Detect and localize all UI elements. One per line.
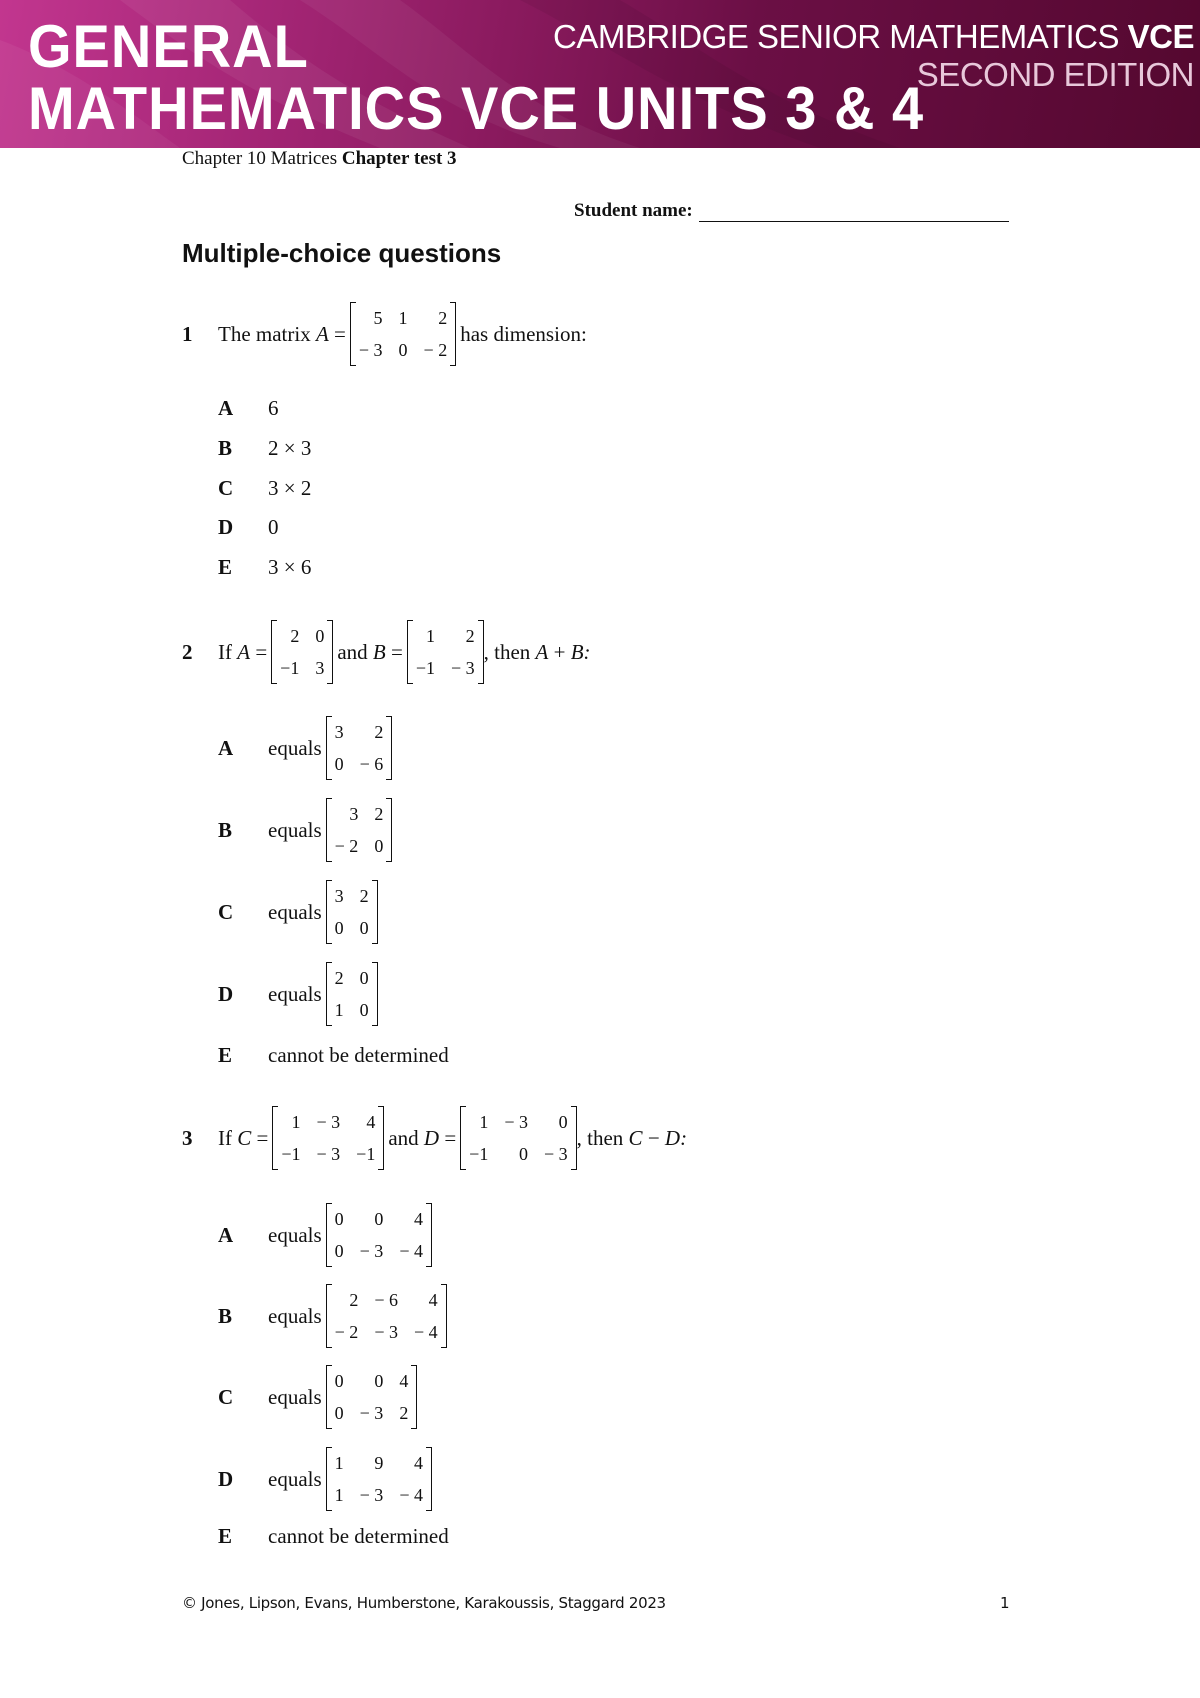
- question-2: [182, 620, 591, 684]
- question-number: 1: [182, 321, 193, 346]
- question-stem: The matrix A = 5 1 2 − 3 0 − 2 has dimension:: [218, 302, 587, 366]
- banner-series: CAMBRIDGE SENIOR MATHEMATICS VCE: [552, 18, 1194, 55]
- option-3d: D equals 1 9 4 1 − 3 − 4: [218, 1447, 436, 1511]
- option-1b: B 2 × 3: [218, 436, 312, 460]
- option-3e: E cannot be determined: [218, 1524, 449, 1548]
- matrix-d: 1 − 3 0 −1 0 − 3: [460, 1106, 576, 1170]
- option-2c: C equals 3 2 0 0: [218, 880, 382, 944]
- option-matrix: 3 2 − 2 0: [326, 798, 393, 862]
- question-stem: If C = 1 − 3 4 −1 − 3 −1 and D = 1 − 3 0 −1 0 − 3 , then C − D:: [218, 1106, 687, 1170]
- header-banner: [0, 0, 1200, 148]
- option-matrix: 0 0 4 0 − 3 2: [326, 1365, 418, 1429]
- question-1: [182, 302, 587, 366]
- option-3a: A equals 0 0 4 0 − 3 − 4: [218, 1203, 436, 1267]
- question-3: [182, 1106, 687, 1170]
- student-name-line: [699, 203, 1009, 222]
- option-matrix: 2 0 1 0: [326, 962, 378, 1026]
- chapter-test-label: Chapter test 3: [341, 148, 457, 169]
- option-1e: E 3 × 6: [218, 555, 312, 579]
- matrix-b: 1 2 −1 − 3: [407, 620, 484, 684]
- option-1a: A 6: [218, 396, 279, 420]
- page-number: 1: [1000, 1594, 1010, 1612]
- option-2a: A equals 3 2 0 − 6: [218, 716, 396, 780]
- option-matrix: 1 9 4 1 − 3 − 4: [326, 1447, 432, 1511]
- option-matrix: 0 0 4 0 − 3 − 4: [326, 1203, 432, 1267]
- option-2d: D equals 2 0 1 0: [218, 962, 382, 1026]
- chapter-heading: [182, 148, 457, 170]
- footer-copyright: © Jones, Lipson, Evans, Humberstone, Karakoussis, Staggard 2023: [182, 1594, 666, 1612]
- matrix-c: 1 − 3 4 −1 − 3 −1: [272, 1106, 384, 1170]
- banner-title-line2: MATHEMATICS VCE UNITS 3 & 4: [28, 73, 925, 142]
- option-matrix: 2 − 6 4 − 2 − 3 − 4: [326, 1284, 447, 1348]
- option-matrix: 3 2 0 − 6: [326, 716, 393, 780]
- question-number: 2: [182, 639, 193, 664]
- question-stem: If A = 2 0 −1 3 and B = 1 2 −1 − 3 , then A + B:: [218, 620, 591, 684]
- matrix-a: 2 0 −1 3: [271, 620, 333, 684]
- chapter-label: Chapter 10 Matrices: [182, 148, 342, 169]
- matrix-a: 5 1 2 − 3 0 − 2: [350, 302, 456, 366]
- option-2b: B equals 3 2 − 2 0: [218, 798, 396, 862]
- option-matrix: 3 2 0 0: [326, 880, 378, 944]
- section-title: Multiple-choice questions: [182, 238, 502, 268]
- student-name-field: [574, 200, 1009, 222]
- option-1c: C 3 × 2: [218, 476, 312, 500]
- option-1d: D 0: [218, 515, 279, 539]
- banner-edition: SECOND EDITION: [916, 56, 1194, 93]
- student-name-label: Student name:: [574, 200, 693, 221]
- banner-title-line1: GENERAL: [28, 11, 309, 80]
- option-3b: B equals 2 − 6 4 − 2 − 3 − 4: [218, 1284, 451, 1348]
- option-3c: C equals 0 0 4 0 − 3 2: [218, 1365, 421, 1429]
- question-number: 3: [182, 1125, 193, 1150]
- option-2e: E cannot be determined: [218, 1043, 449, 1067]
